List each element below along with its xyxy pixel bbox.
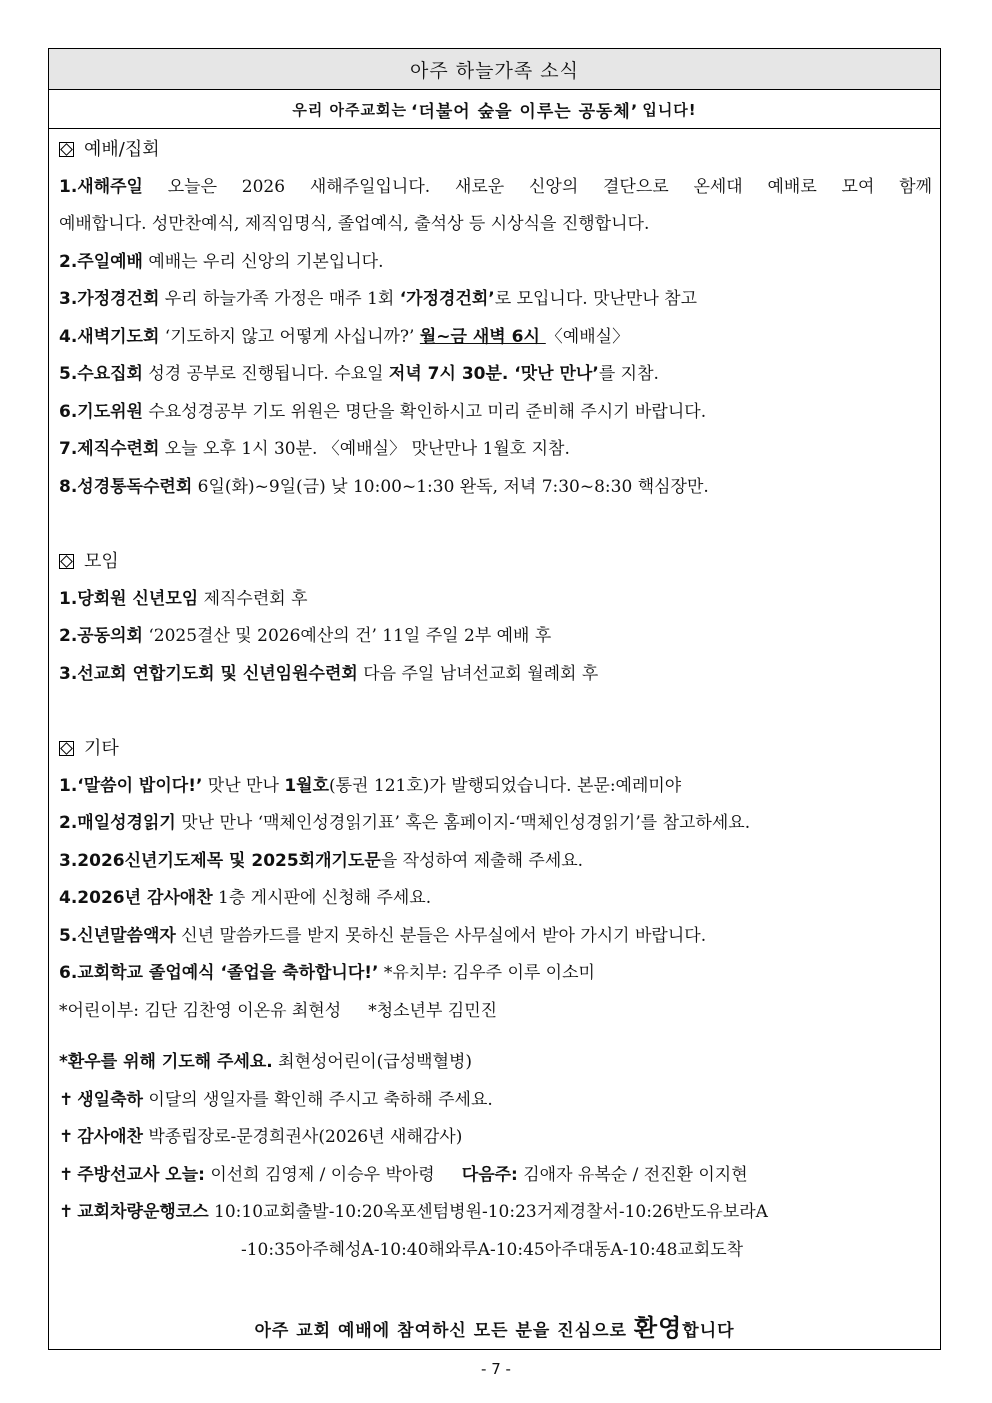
list-item: 2.공동의회 ‘2025결산 및 2026예산의 건’ 11일 주일 2부 예배 후 — [59, 626, 552, 646]
list-item: 6.교회학교 졸업예식 ‘졸업을 축하합니다!’ *유치부: 김우주 이루 이소미 — [59, 963, 595, 983]
list-item: 3.2026신년기도제목 및 2025회개기도문을 작성하여 제출해 주세요. — [59, 850, 584, 871]
slogan — [49, 90, 940, 129]
cross-icon: ✝ — [59, 1089, 74, 1110]
note-kitchen: ✝ 주방선교사 오늘: 이선희 김영제 / 이승우 박아령 다음주: 김애자 유복순 / 전진환 이지현 — [59, 1164, 748, 1185]
note-birthday: ✝ 생일축하 이달의 생일자를 확인해 주시고 축하해 주세요. — [59, 1089, 493, 1110]
cross-icon: ✝ — [59, 1202, 74, 1222]
list-item: 6.기도위원 수요성경공부 기도 위원은 명단을 확인하시고 미리 준비해 주시기 바랍니다. — [59, 401, 707, 422]
list-item: 3.가정경건회 우리 하늘가족 가정은 매주 1회 ‘가정경건회’로 모입니다. 맛난만나 참고 — [59, 289, 698, 309]
section-heading-etc: 기타 — [59, 730, 932, 768]
spacer — [59, 1030, 932, 1044]
cross-icon: ✝ — [59, 1127, 74, 1147]
list-item: 1.당회원 신년모임 제직수련회 후 — [59, 588, 308, 609]
page-number: - 7 - — [481, 1360, 511, 1378]
list-item: 3.선교회 연합기도회 및 신년임원수련회 다음 주일 남녀선교회 월례회 후 — [59, 663, 599, 684]
list-item: 7.제직수련회 오늘 오후 1시 30분. 〈예배실〉 맛난만나 1월호 지참. — [59, 439, 570, 459]
list-item: 2.매일성경읽기 맛난 만나 ‘맥체인성경읽기표’ 혹은 홈페이지-‘맥체인성경읽기’를 참고하세요. — [59, 813, 751, 833]
slogan-pre: 우리 아주교회는 — [292, 100, 407, 119]
note-bus: ✝ 교회차량운행코스 10:10교회출발-10:20옥포센텀병원-10:23거제경찰서-10:26반도유보라A — [59, 1202, 768, 1222]
page-title: 아주 하늘가족 소식 — [49, 49, 940, 90]
list-item: 5.수요집회 성경 공부로 진행됩니다. 수요일 저녁 7시 30분. ‘맛난 만나’를 지참. — [59, 364, 659, 384]
list-item: 5.신년말씀액자 신년 말씀카드를 받지 못하신 분들은 사무실에서 받아 가시기 바랍니다. — [59, 925, 707, 946]
note-bus-cont: -10:35아주혜성A-10:40해와루A-10:45아주대동A-10:48교회도착 — [241, 1239, 744, 1260]
spacer — [59, 693, 932, 730]
list-item: 1.‘말씀이 밥이다!’ 맛난 만나 1월호(통권 121호)가 발행되었습니다. 본문:예레미야 — [59, 775, 682, 796]
content — [49, 129, 940, 1269]
diamond-box-icon — [59, 554, 74, 569]
list-item: *어린이부: 김단 김찬영 이온유 최현성 *청소년부 김민진 — [59, 1000, 498, 1021]
list-item: 예배합니다. 성만찬예식, 제직임명식, 졸업예식, 출석상 등 시상식을 진행합니다. — [59, 214, 650, 234]
footer-welcome: 아주 교회 예배에 참여하신 모든 분을 진심으로 환영합니다 — [254, 1313, 735, 1342]
cross-icon: ✝ — [59, 1164, 74, 1185]
section-heading-worship: 예배/집회 — [59, 131, 932, 169]
spacer — [59, 506, 932, 543]
list-item: 4.2026년 감사애찬 1층 게시판에 신청해 주세요. — [59, 888, 432, 908]
slogan-post: 입니다! — [642, 100, 697, 119]
section-heading-meeting: 모임 — [59, 543, 932, 581]
diamond-box-icon — [59, 741, 74, 756]
note-pray: *환우를 위해 기도해 주세요. 최현성어린이(급성백혈병) — [59, 1052, 473, 1072]
bulletin-frame — [48, 48, 941, 1350]
slogan-quote: ‘더불어 숲을 이루는 공동체’ — [411, 101, 639, 122]
list-item: 2.주일예배 예배는 우리 신앙의 기본입니다. — [59, 251, 384, 272]
list-item: 1.새해주일 오늘은 2026 새해주일입니다. 새로운 신앙의 결단으로 온세대 예배로 모여 함께 — [59, 176, 932, 197]
diamond-box-icon — [59, 142, 74, 157]
list-item: 8.성경통독수련회 6일(화)~9일(금) 낮 10:00~1:30 완독, 저녁 7:30~8:30 핵심장만. — [59, 476, 709, 497]
list-item: 4.새벽기도회 ‘기도하지 않고 어떻게 사십니까?’ 월~금 새벽 6시 〈예배실〉 — [59, 326, 630, 347]
note-thanks: ✝ 감사애찬 박종립장로-문경희권사(2026년 새해감사) — [59, 1127, 463, 1147]
